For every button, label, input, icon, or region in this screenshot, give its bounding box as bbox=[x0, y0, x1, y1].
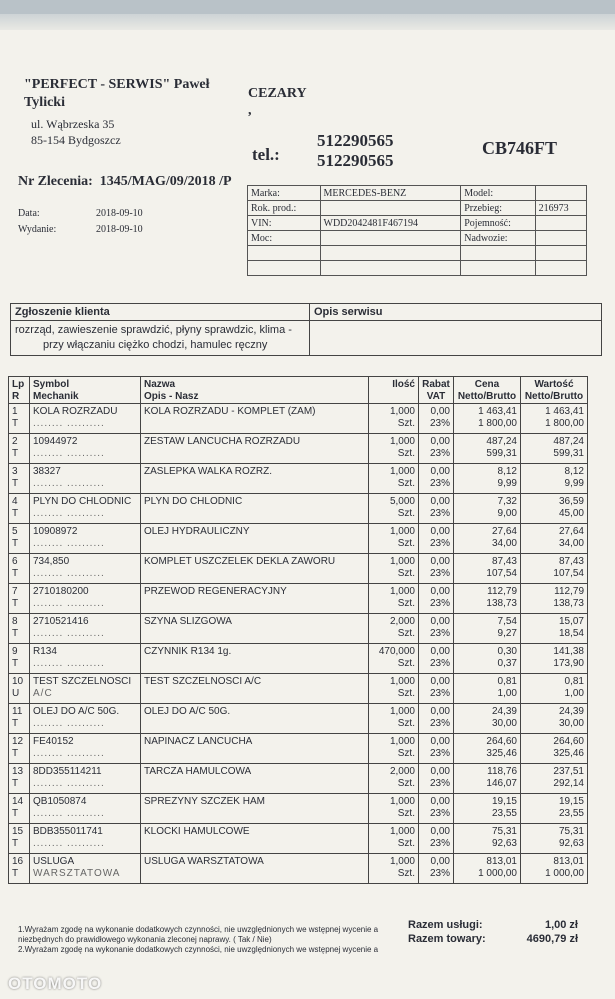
tel-label: tel.: bbox=[252, 145, 280, 164]
table-row: 13 T 8DD355114211 ........ .......... TARCZA HAMULCOWA 2,000 Szt. 0,00 23% 118,76 146,07 237,51 292,14 bbox=[9, 764, 588, 794]
table-row: 10 U TEST SZCZELNOSCI A/C TEST SZCZELNOSCI A/C 1,000 Szt. 0,00 23% 0,81 1,00 0,81 1,00 bbox=[9, 674, 588, 704]
request-table bbox=[10, 303, 602, 356]
order-number: Nr Zlecenia: 1345/MAG/09/2018 /P bbox=[18, 174, 232, 189]
table-row: 1 T KOLA ROZRZADU ........ .......... KOLA ROZRZADU - KOMPLET (ZAM) 1,000 Szt. 0,00 23% 1 463,41 1 800,00 1 463,41 1 800,00 bbox=[9, 404, 588, 434]
tel-numbers: 512290565 512290565 bbox=[317, 131, 394, 170]
table-row: 16 T USLUGA WARSZTATOWA USLUGA WARSZTATOWA 1,000 Szt. 0,00 23% 813,01 1 000,00 813,01 1 000,00 bbox=[9, 854, 588, 884]
order-dates: Data: 2018-09-10 Wydanie: 2018-09-10 bbox=[18, 208, 143, 235]
otomoto-watermark: OTOMOTO bbox=[8, 974, 103, 993]
company-name: "PERFECT - SERWIS" Paweł Tylicki bbox=[24, 77, 210, 110]
table-row: 12 T FE40152 ........ .......... NAPINACZ LANCUCHA 1,000 Szt. 0,00 23% 264,60 325,46 264,60 325,46 bbox=[9, 734, 588, 764]
table-row: 4 T PLYN DO CHLODNIC ........ .......... PLYN DO CHLODNIC 5,000 Szt. 0,00 23% 7,32 9,00 36,59 45,00 bbox=[9, 494, 588, 524]
table-row: 14 T QB1050874 ........ .......... SPREZYNY SZCZEK HAM 1,000 Szt. 0,00 23% 19,15 23,55 19,15 23,55 bbox=[9, 794, 588, 824]
table-row: 8 T 2710521416 ........ .......... SZYNA SLIZGOWA 2,000 Szt. 0,00 23% 7,54 9,27 15,07 18,54 bbox=[9, 614, 588, 644]
client-request-text: rozrząd, zawieszenie sprawdzić, płyny sprawdzic, klima - przy włączaniu ciężko chodzi, hamulec ręczny bbox=[11, 321, 310, 356]
table-row: 3 T 38327 ........ .......... ZASLEPKA WALKA ROZRZ. 1,000 Szt. 0,00 23% 8,12 9,99 8,12 9,99 bbox=[9, 464, 588, 494]
table-row: 9 T R134 ........ .......... CZYNNIK R134 1g. 470,000 Szt. 0,00 23% 0,30 0,37 141,38 173,90 bbox=[9, 644, 588, 674]
total-services: Razem usługi: 1,00 zł bbox=[408, 919, 578, 931]
paper-edge bbox=[0, 14, 615, 30]
client-request-header: Zgłoszenie klienta bbox=[11, 304, 310, 321]
service-description-text bbox=[310, 321, 602, 356]
service-description-header: Opis serwisu bbox=[310, 304, 602, 321]
customer-name: CEZARY , bbox=[248, 86, 307, 118]
items-header-row: Lp R Symbol Mechanik Nazwa Opis - Nasz Ilość Rabat VAT Cena Netto/Brutto Wartość Netto/Brutto bbox=[9, 377, 588, 404]
license-plate: CB746FT bbox=[482, 138, 558, 158]
table-row: 7 T 2710180200 ........ .......... PRZEWOD REGENERACYJNY 1,000 Szt. 0,00 23% 112,79 138,73 112,79 138,73 bbox=[9, 584, 588, 614]
company-address: ul. Wąbrzeska 35 85-154 Bydgoszcz bbox=[31, 117, 121, 147]
totals bbox=[408, 918, 578, 946]
total-goods: Razem towary: 4690,79 zł bbox=[408, 933, 578, 945]
items-table bbox=[8, 376, 588, 884]
vehicle-table: Marka: MERCEDES-BENZ Model: Rok. prod.: Przebieg: 216973 VIN: WDD2042481F467194 Pojemność: Moc: Nadwozie: bbox=[247, 185, 587, 276]
table-row: 11 T OLEJ DO A/C 50G. ........ .......... OLEJ DO A/C 50G. 1,000 Szt. 0,00 23% 24,39 30,00 24,39 30,00 bbox=[9, 704, 588, 734]
table-row: 15 T BDB355011741 ........ .......... KLOCKI HAMULCOWE 1,000 Szt. 0,00 23% 75,31 92,63 75,31 92,63 bbox=[9, 824, 588, 854]
table-row: 2 T 10944972 ........ .......... ZESTAW LANCUCHA ROZRZADU 1,000 Szt. 0,00 23% 487,24 599,31 487,24 599,31 bbox=[9, 434, 588, 464]
table-row: 6 T 734,850 ........ .......... KOMPLET USZCZELEK DEKLA ZAWORU 1,000 Szt. 0,00 23% 87,43 107,54 87,43 107,54 bbox=[9, 554, 588, 584]
table-row: 5 T 10908972 ........ .......... OLEJ HYDRAULICZNY 1,000 Szt. 0,00 23% 27,64 34,00 27,64 34,00 bbox=[9, 524, 588, 554]
consent-notes: 1.Wyrażam zgodę na wykonanie dodatkowych czynności, nie uwzględnionych we wstępnej wycenie a niezbędnych do prawidłowego wykonania zleconej naprawy. ( Tak / Nie) 2.Wyrażam zgodę na wykonanie dodatkowych czynności, nie uwzględnionych we wstępnej wycenie a bbox=[18, 925, 379, 954]
